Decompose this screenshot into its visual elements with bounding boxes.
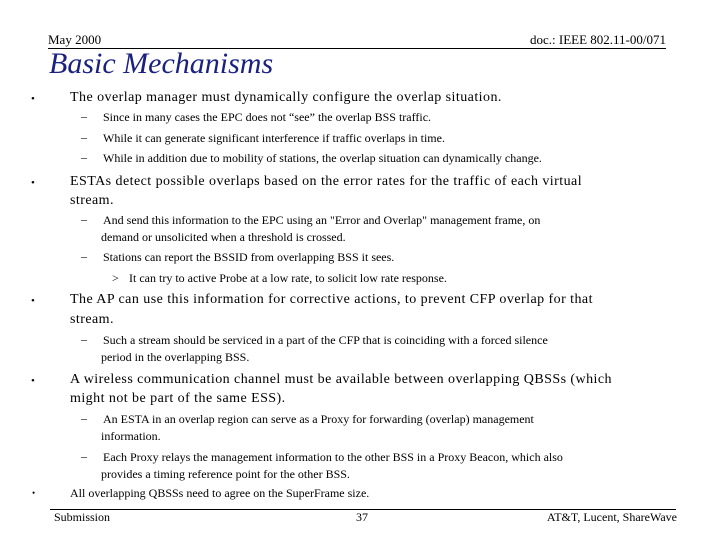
bullet-3-sub-1-line-2: period in the overlapping BSS.	[101, 350, 250, 364]
bullet-5-text: All overlapping QBSSs need to agree on the SuperFrame size.	[70, 486, 370, 500]
footer-page-number: 37	[356, 510, 368, 524]
header-doc-id: doc.: IEEE 802.11-00/071	[530, 32, 666, 47]
footer-authors: AT&T, Lucent, ShareWave	[546, 510, 677, 524]
bullet-3-sub-1-line-1: Such a stream should be serviced in a part of the CFP that is coinciding with a forced silence	[103, 333, 548, 347]
bullet-dot-icon: •	[31, 295, 35, 307]
bullet-2-subsub-1: It can try to active Probe at a low rate, to solicit low rate response.	[129, 271, 447, 285]
bullet-4-line-2: might not be part of the same ESS).	[70, 391, 286, 406]
dash-icon: –	[81, 150, 87, 164]
dash-icon: –	[81, 449, 87, 463]
bullet-1-sub-1: Since in many cases the EPC does not “see” the overlap BSS traffic.	[103, 110, 432, 124]
bullet-3-line-2: stream.	[70, 312, 114, 327]
bullet-4-sub-2-line-1: Each Proxy relays the management information to the other BSS in a Proxy Beacon, which also	[103, 450, 563, 464]
bullet-2-line-1: ESTAs detect possible overlaps based on the error rates for the traffic of each virtual	[70, 174, 583, 189]
bullet-dot-icon: •	[31, 375, 35, 387]
bullet-1-text: The overlap manager must dynamically configure the overlap situation.	[70, 90, 502, 105]
footer-submission: Submission	[54, 510, 111, 524]
dash-icon: –	[81, 130, 87, 144]
bullet-1-sub-3: While in addition due to mobility of stations, the overlap situation can dynamically change.	[103, 151, 542, 165]
bullet-dot-icon: •	[31, 177, 35, 189]
bullet-4-line-1: A wireless communication channel must be available between overlapping QBSSs (which	[70, 372, 613, 387]
bullet-dot-icon: •	[31, 93, 35, 105]
dash-icon: –	[81, 249, 87, 263]
bullet-4-sub-1-line-2: information.	[101, 429, 161, 443]
bullet-2-line-2: stream.	[70, 193, 114, 208]
bullet-4-sub-2-line-2: provides a timing reference point for the other BSS.	[101, 467, 350, 481]
dash-icon: –	[81, 332, 87, 346]
slide-title: Basic Mechanisms	[49, 47, 274, 80]
dash-icon: –	[81, 411, 87, 425]
header-date: May 2000	[48, 32, 102, 47]
dash-icon: –	[81, 109, 87, 123]
greater-than-icon: >	[112, 271, 119, 285]
bullet-3-line-1: The AP can use this information for corrective actions, to prevent CFP overlap for that	[70, 292, 593, 307]
bullet-2-sub-1-line-1: And send this information to the EPC using an "Error and Overlap" management frame, on	[103, 213, 541, 227]
bullet-2-sub-2: Stations can report the BSSID from overlapping BSS it sees.	[103, 250, 395, 264]
bullet-1-sub-2: While it can generate significant interference if traffic overlaps in time.	[103, 131, 445, 145]
bullet-2-sub-1-line-2: demand or unsolicited when a threshold is crossed.	[101, 230, 346, 244]
bullet-4-sub-1-line-1: An ESTA in an overlap region can serve as a Proxy for forwarding (overlap) management	[103, 412, 534, 426]
bullet-dot-icon: •	[32, 488, 36, 498]
dash-icon: –	[81, 212, 87, 226]
